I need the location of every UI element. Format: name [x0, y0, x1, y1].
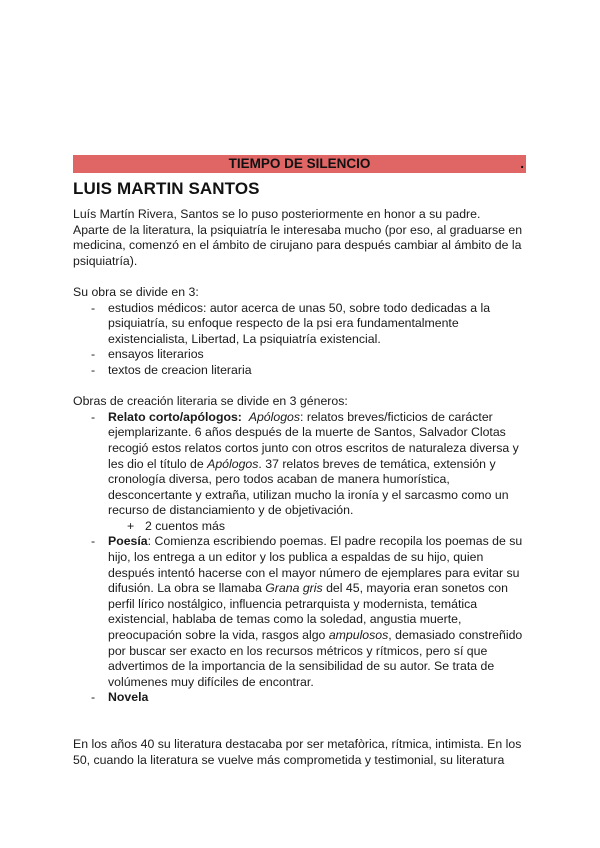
dash-bullet-icon: - — [91, 534, 96, 549]
sub-item-text: 2 cuentos más — [145, 518, 225, 533]
relato-text-b: . 37 relatos breves de temática, extensión y cronología diversa, pero todos acaban de manera humorística, desconcertante y extraña, utilizan mucho la ironía y el sarcasmo como un recurso de distanciamiento y de objetivación. — [108, 456, 509, 518]
intro-line-2: Aparte de la literatura, la psiquiatría le interesaba mucho (por eso, al graduarse en medicina, comenzó en el ámbito de cirujano para después cambiar al ámbito de la psiquiatría). — [73, 222, 523, 268]
obra-heading: Su obra se divide en 3: — [73, 284, 199, 299]
dash-bullet-icon: - — [91, 347, 96, 362]
poesia-text-a: : Comienza escribiendo poemas. El padre recopila los poemas de su hijo, los entrega a un editor y los publica a espaldas de su hijo, quien después intentó hacerse con el mayor número de ejemplares para evitar su difusión. La obra se llamaba — [108, 534, 523, 596]
creacion-heading: Obras de creación literaria se divide en 3 géneros: — [73, 394, 348, 409]
spacer — [73, 269, 528, 285]
relato-sub-list — [108, 519, 528, 535]
spacer — [73, 706, 528, 737]
sub-list-item — [108, 519, 528, 535]
obra-item-text: textos de creacion literaria — [108, 362, 252, 377]
list-item-relato — [73, 410, 528, 535]
creacion-list — [73, 410, 528, 706]
plus-bullet-icon: + — [127, 518, 135, 533]
intro-line-1: Luís Martín Rivera, Santos se lo puso posteriormente en honor a su padre. — [73, 207, 481, 221]
list-item — [73, 301, 528, 348]
relato-text-a: : relatos breves/ficticios de carácter ejemplarizante. 6 años después de la muerte de Santos, Salvador Clotas recogió estos relatos cortos junto con otros escritos de naturaleza diversa y les dio el título de — [108, 409, 519, 471]
title-banner — [73, 155, 526, 173]
banner-trailing-mark: . — [520, 156, 524, 171]
poesia-italic-term: ampulosos — [328, 628, 389, 643]
list-item-novela — [73, 690, 528, 706]
dash-bullet-icon: - — [91, 690, 96, 705]
dash-bullet-icon: - — [91, 300, 96, 315]
author-heading: LUIS MARTIN SANTOS — [73, 179, 260, 198]
obra-list — [73, 301, 528, 379]
list-item — [73, 347, 528, 363]
relato-label: Relato corto/apólogos: — [108, 409, 242, 424]
closing-paragraph: En los años 40 su literatura destacaba por ser metafòrica, rítmica, intimista. En los 50, cuando la literatura se vuelve más comprometida y testimonial, su literatura — [73, 737, 522, 767]
dash-bullet-icon: - — [91, 409, 96, 424]
novela-label: Novela — [108, 690, 149, 705]
relato-italic-term: Apólogos — [248, 409, 301, 424]
obra-item-text: estudios médicos: autor acerca de unas 50, sobre todo dedicadas a la psiquiatría, su enfoque respecto de la psi era fundamentalmente existencialista, Libertad, La psiquiatría existencial. — [108, 300, 491, 346]
dash-bullet-icon: - — [91, 362, 96, 377]
poesia-text-c: , demasiado constreñido por buscar ser exacto en los recursos métricos y rítmicos, pero sí que advertimos de la importancia de la sensibilidad de su autor. Se trata de volúmenes muy difíciles de encontrar. — [108, 628, 523, 689]
obra-item-text: ensayos literarios — [108, 347, 204, 362]
relato-italic-title: Apólogos — [207, 456, 259, 471]
banner-title: TIEMPO DE SILENCIO — [228, 156, 371, 171]
spacer — [73, 379, 528, 395]
poesia-italic-title: Grana gris — [265, 581, 323, 596]
list-item — [73, 363, 528, 379]
document-page — [73, 155, 528, 768]
poesia-text-b: del 45, mayoria eran sonetos con perfil lírico nostálgico, influencia petrarquista y modernista, temática existencial, hablaba de temas como la soledad, angustia muerte, preocupación sobre la vida, rasgos algo — [108, 581, 508, 643]
list-item-poesia — [73, 534, 528, 690]
poesia-label: Poesía — [108, 534, 148, 549]
